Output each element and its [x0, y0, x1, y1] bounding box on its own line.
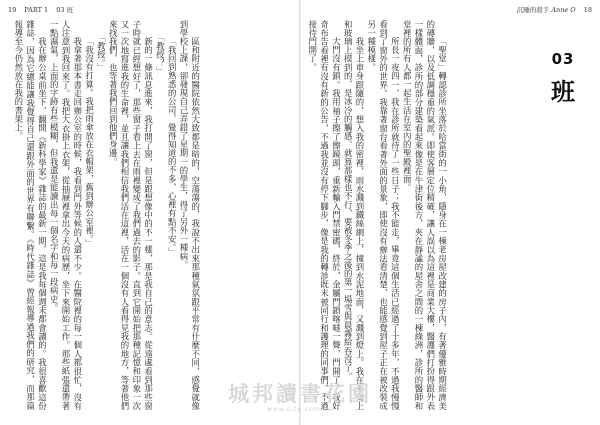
watermark-url: www.cite.com.tw: [267, 406, 333, 413]
paragraph: 「聖堂」轉認診所坐落於哈當街的一小角，隱身在一棟老房屋改建的房子內，有著優雅時期經濟美的磚牆，以及低調穩重的氣派。即使客層定位精確，讓人誤以為這裡是商業大樓，醫護們打扮得跟外表一樣體面，診所的部分建築看起來像是在牛津街後方，夾在靜謐的屋舍之間的一棟綠洲，診所的醫師和堂裡的所有人都一起生活在室內的聖殿裡面。: [402, 20, 448, 410]
chapter-heading: [542, 50, 584, 140]
paragraph: 我拿著那本書走回辦公室的時候，我看到門外等候的人還不少。在醫院裡的每一個人都很忙，沒有人注意到我回來了。我把大衣掛上衣架，從抽屜裡拿出今天的病歷，坐下來開始工作。那些紙張還帶著一點濕氣，上面的字跡有些模糊，但我還是能讀出每一個名字和每一段病史。: [49, 20, 83, 410]
paragraph: 所長一夜四一，我在診所就待了一些日子；我不能走，畢竟這個生活已經過了十多年，不過我慢慢看到了窗外的世界。我靠著窗台看著外面的景象，即使沒有辦法看清楚，也能感覺到屋子正在被改裝成另一種模樣。: [366, 20, 401, 410]
right-page-number: 18: [583, 6, 592, 14]
left-page-body: [12, 20, 201, 410]
right-page-body-wrapper: [306, 20, 538, 410]
paragraph: 我在辦公桌前坐下，翻開《新科學家》雜誌的最新一期，這是我每個週末都會讀的。我很喜歡這份雜誌，因為它總能讓我覺得自己還跟外面的世界有聯繫。《時代雜誌》曾經報導過我們的研究，而那篇報導至今仍然放在我的書架上。: [13, 20, 48, 410]
paragraph: 大門沒有鎖。我用袖子擦了擦鏡頭，重新輸入門禁密碼，終於，金屬門鎖喀噠一聲，門開了。我好奇布告看裡有沒有新的公告，不過我並沒有停下腳步，像是我的轉診既未被同行和護理的同事們，不過接待門開了。: [307, 20, 342, 410]
book-title-en: Anne O: [551, 6, 576, 14]
chapter-title: 班: [551, 78, 575, 106]
paragraph: 「我回到熟悉的公司，覺得知道的不多，心裡有點不安。」: [167, 36, 178, 256]
chapter-number: 03: [551, 50, 575, 68]
paragraph: 我坐上車身跟隨的，想入我的密裡，雨水濺到鐵絲網上，撞到水泥地面，又濺到燈上。我在手套上和玻璃上摸到的，是冰冷的觸感。就算那樣也不行，要被冬季之後的第一場雪與晨霧給吞沒了。: [343, 20, 365, 410]
book-title-zh: 沉睡的殺手: [516, 6, 550, 14]
left-page-number: 19: [8, 6, 17, 14]
watermark-text: 城邦讀書花園: [228, 382, 372, 406]
left-page-header: [8, 5, 73, 14]
paragraph: 「我沒有打算。我把雨傘放在衣帽架，舊到辦公室裡。」: [84, 36, 95, 248]
part-label: PART 1: [24, 6, 49, 14]
right-page-header: [517, 5, 592, 14]
book-gutter: [299, 0, 301, 425]
chapter-running-head: 03 班: [56, 6, 74, 14]
left-page: [12, 20, 294, 410]
paragraph: 新的一條訊息進來，我打開了窗，但是跟想像中的不一樣，那是我自己的意志。從遠處看到那些窗子時就已經想好了，那些窗子看上去在雨裡變成了我們過去的影子。直到它開始把那種記憶和印象一次又一次地寫進我的生命裡，並且讓我們相信我們活在這裡，活在一個沒有人看得見我的地方，等著他們來找我們，也等著我們回到他們身邊。: [108, 20, 154, 410]
right-page-body: [306, 20, 448, 410]
dialogue-line: 「教授？」: [155, 32, 166, 76]
dialogue-line: 「教授。」: [96, 32, 107, 72]
publisher-watermark: [205, 382, 395, 413]
paragraph: 區和附近的醫院依然大致都是暗的，空蕩蕩的，我說不出來那種氣氛跟平常有什麼不同，感覺就像到學校上課，卻發現自己弄錯了星期一的學生，得了另外一種病。: [178, 20, 201, 410]
right-page: [306, 20, 590, 410]
